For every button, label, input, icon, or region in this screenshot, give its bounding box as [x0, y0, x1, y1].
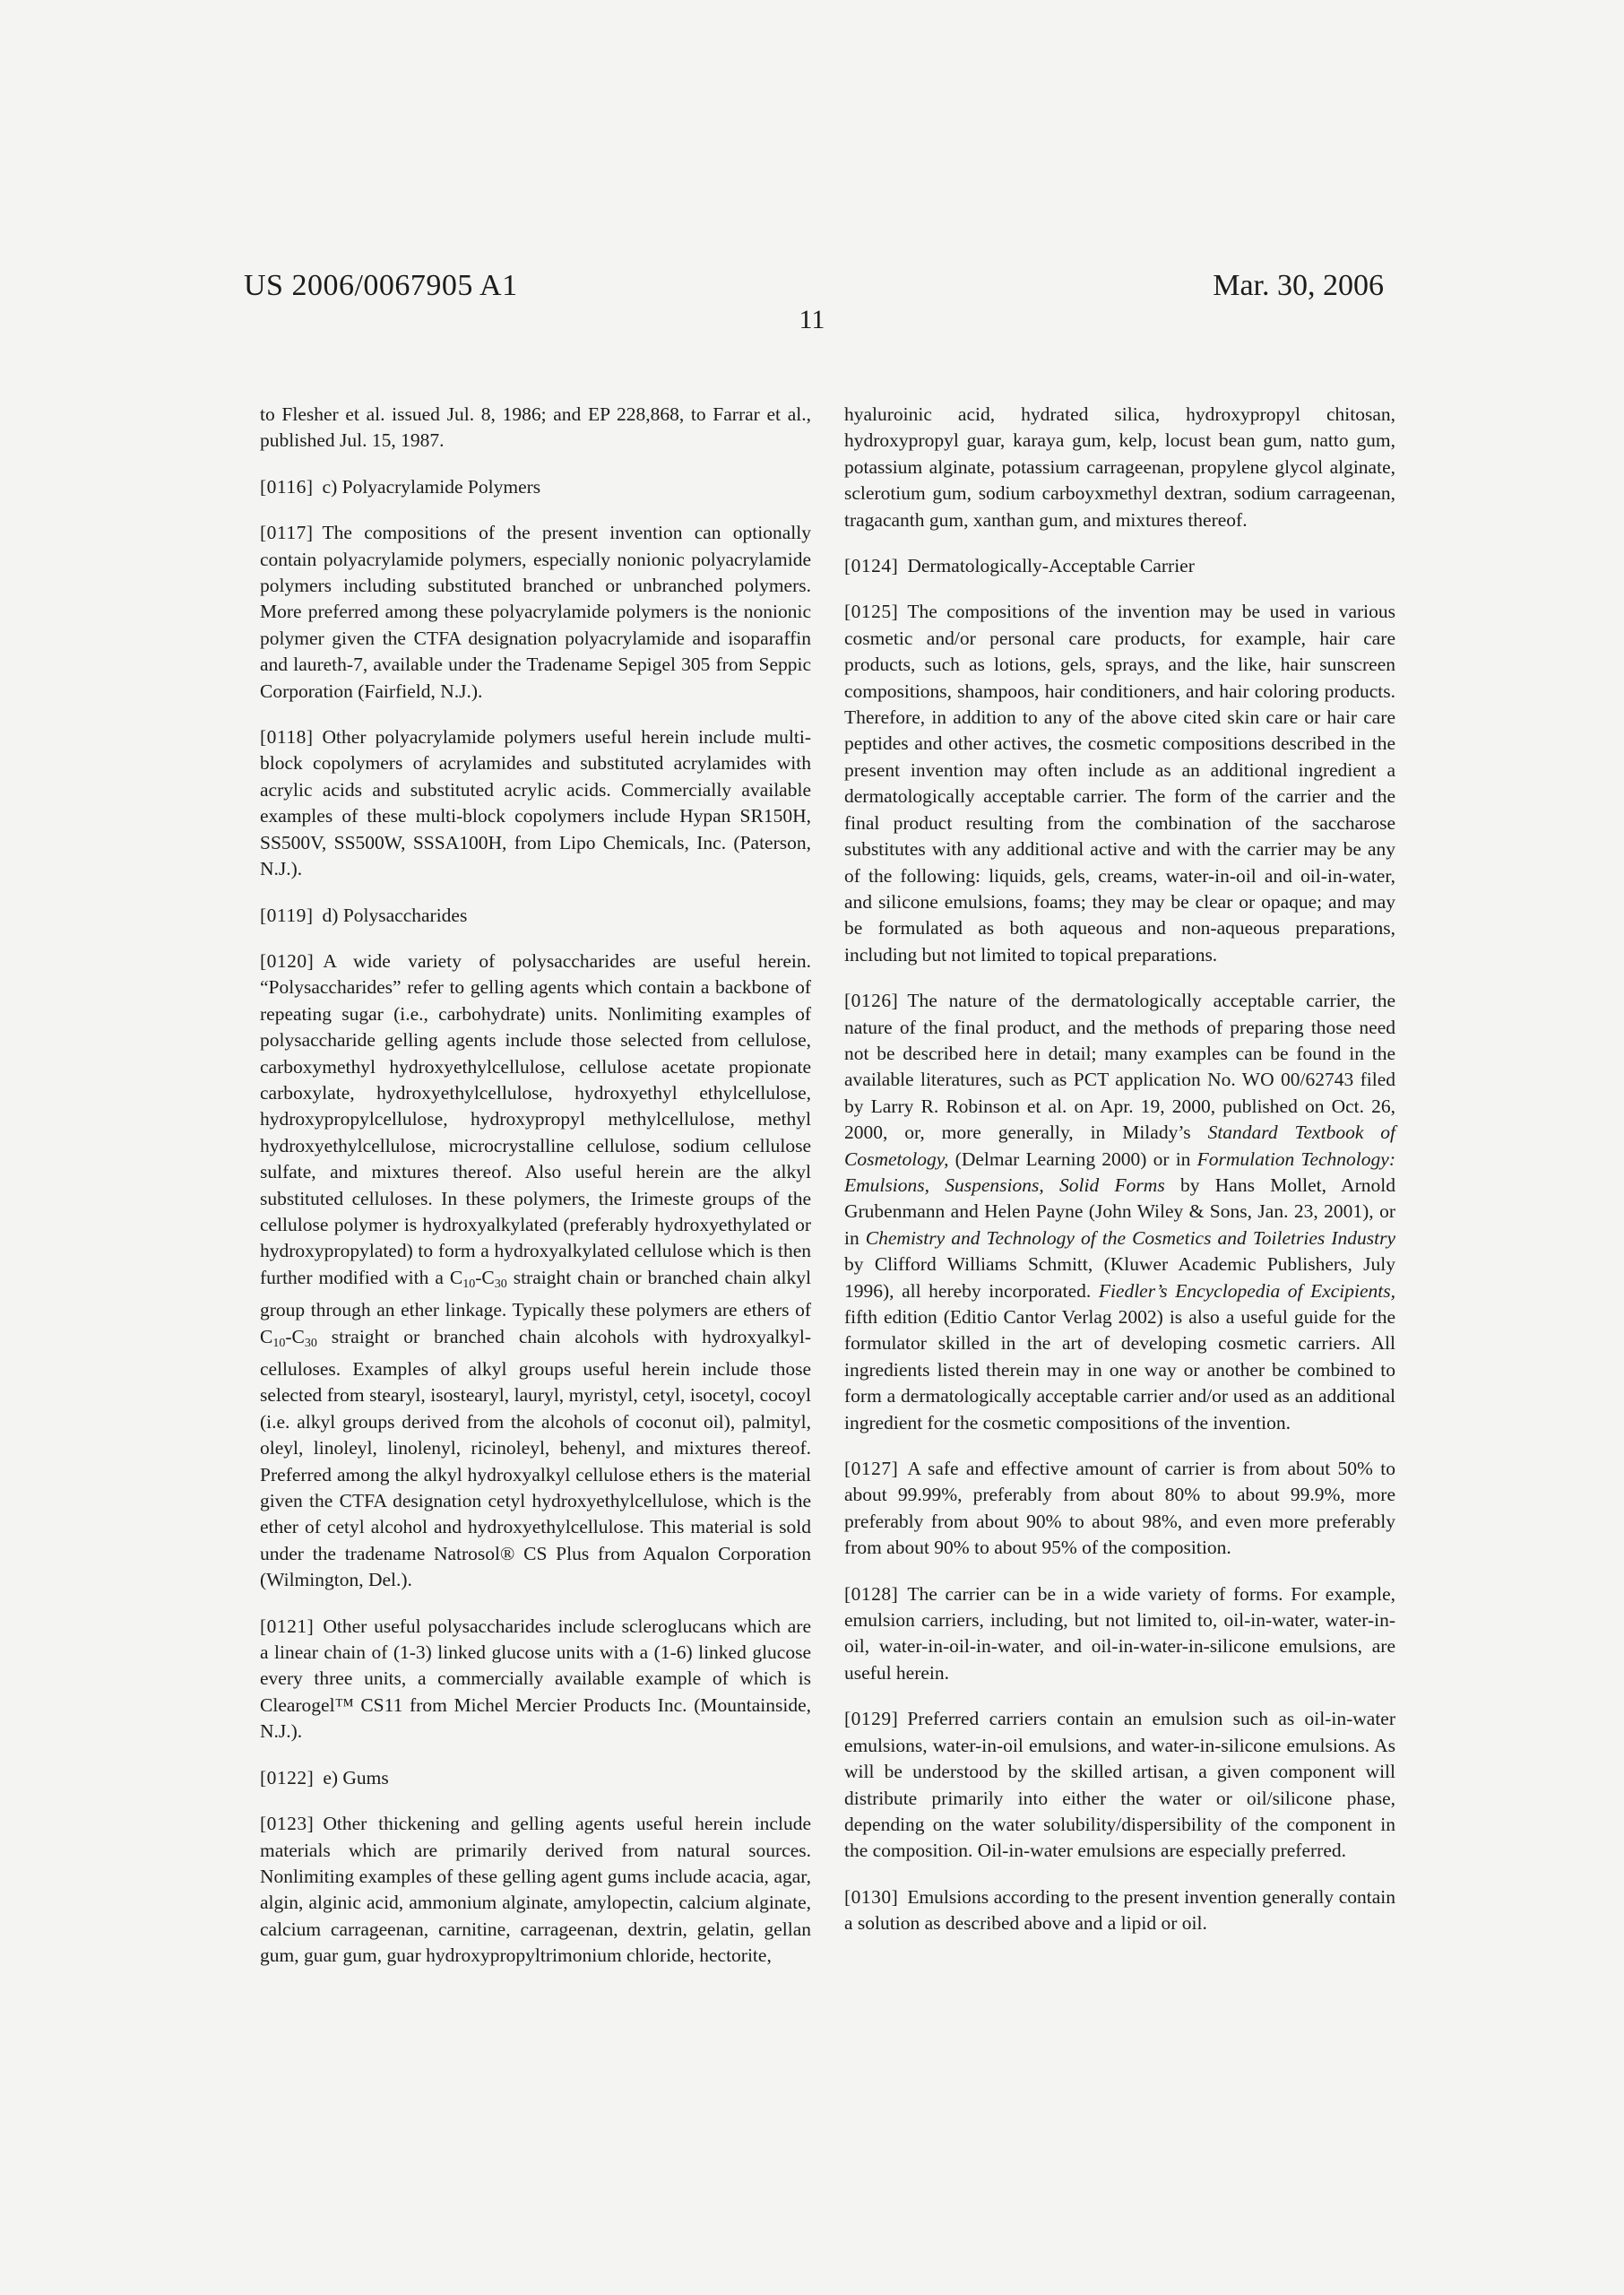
paragraph-number: [0121] — [260, 1615, 315, 1637]
continuation-paragraph: to Flesher et al. issued Jul. 8, 1986; and EP 228,868, to Farrar et al., published Jul. 15, 1987. — [260, 403, 811, 452]
heading-text: e) Gums — [323, 1766, 389, 1788]
paragraph-text: The compositions of the invention may be used in various cosmetic and/or personal care products, for example, hair care products, such as lotions, gels, sprays, and the like, hair sunscreen compositions, shampoos, hair conditioners, and hair coloring products. Therefore, in addition to any of the above cited skin care or hair care peptides and other actives, the cosmetic compositions described in the present invention may often include as an additional ingredient a dermatologically acceptable carrier. The form of the carrier and the final product resulting from the combination of the saccharose substitutes with any additional active and with the carrier may be any of the following: liquids, gels, creams, water-in-oil and oil-in-water, and silicone emulsions, foams; they may be clear or opaque; and may be formulated as both aqueous and non-aqueous preparations, including but not limited to topical preparations. — [844, 601, 1395, 966]
section-heading — [260, 1765, 811, 1791]
paragraph-number: [0116] — [260, 475, 314, 498]
paragraph-number: [0127] — [844, 1458, 899, 1480]
paragraph-number: [0125] — [844, 601, 899, 623]
paragraph-text: by Hans Mollet, Arnold Grubenmann and Helen Payne (John Wiley & Sons, Jan. 23, 2001), or in — [844, 1173, 1395, 1249]
paragraph-number: [0129] — [844, 1708, 899, 1730]
section-heading — [260, 903, 811, 929]
publication-date: Mar. 30, 2006 — [1213, 269, 1384, 302]
heading-text: d) Polysaccharides — [322, 904, 468, 926]
paragraph-text: The compositions of the present invention can optionally contain polyacrylamide polymers, especially nonionic polyacrylamide polymers including substituted branched or unbranched polymers. More preferred among these polyacrylamide polymers is the nonionic polymer given the CTFA designation polyacrylamide and isoparaffin and laureth-7, available under the Tradename Sepigel 305 from Seppic Corporation (Fairfield, N.J.). — [260, 522, 811, 702]
heading-text: Dermatologically-Acceptable Carrier — [907, 555, 1195, 577]
paragraph-text: A wide variety of polysaccharides are useful herein. “Polysaccharides” refer to gelling agents which contain a backbone of repeating sugar (i.e., carbohydrate) units. Nonlimiting examples of polysaccharide gelling agents include those selected from cellulose, carboxymethyl hydroxyethylcellulose, cellulose acetate propionate carboxylate, hydroxyethylcellulose, hydroxyethyl ethylcellulose, hydroxypropylcellulose, hydroxypropyl methylcellulose, methyl hydroxyethylcellulose, microcrystalline cellulose, sodium cellulose sulfate, and mixtures thereof. Also useful herein are the alkyl substituted celluloses. In these polymers, the Irimeste groups of the cellulose polymer is hydroxyalkylated (preferably hydroxyethylated or hydroxypropylated) to form a hydroxyalkylated cellulose which is then further modified with a C — [260, 949, 811, 1288]
heading-text: c) Polyacrylamide Polymers — [322, 475, 541, 498]
paragraph-text: by Clifford Williams Schmitt, (Kluwer Academic Publishers, July 1996), all hereby incorporated. — [844, 1253, 1395, 1302]
book-title: Fiedler’s Encyclopedia of Excipients, — [1098, 1279, 1395, 1302]
paragraph-text: Emulsions according to the present invention generally contain a solution as described above and a lipid or oil. — [844, 1885, 1395, 1935]
book-title: Standard Textbook of Cosmetology, — [844, 1122, 1395, 1170]
paragraph-number: [0123] — [260, 1813, 315, 1835]
paragraph-number: [0120] — [260, 949, 315, 972]
section-heading — [260, 474, 811, 500]
paragraph-number: [0124] — [844, 555, 899, 577]
paragraph-number: [0118] — [260, 726, 314, 749]
paragraph-number: [0122] — [260, 1766, 315, 1788]
paragraph — [260, 1614, 811, 1745]
subscript: 30 — [304, 1336, 317, 1350]
subscript: 30 — [494, 1277, 507, 1291]
subscript: 10 — [272, 1336, 286, 1350]
paragraph — [260, 948, 811, 1594]
paragraph-number: [0126] — [844, 990, 899, 1012]
patent-number: US 2006/0067905 A1 — [244, 269, 518, 302]
paragraph — [844, 599, 1395, 968]
paragraph-text: -C — [475, 1266, 495, 1288]
paragraph-text: Preferred carriers contain an emulsion such as oil-in-water emulsions, water-in-oil emulsions, and water-in-silicone emulsions. As will be understood by the skilled artisan, a given component will distribute primarily into either the water or oil/silicone phase, depending on the water solubility/dispersibility of the component in the composition. Oil-in-water emulsions are especially preferred. — [844, 1708, 1395, 1862]
paragraph — [260, 724, 811, 882]
paragraph — [260, 1811, 811, 1969]
section-heading — [844, 553, 1395, 579]
paragraph-text: (Delmar Learning 2000) or in — [948, 1148, 1197, 1170]
book-title: Formulation Technology: Emulsions, Suspensions, Solid Forms — [844, 1148, 1395, 1196]
book-title: Chemistry and Technology of the Cosmetics and Toiletries Industry — [865, 1226, 1395, 1249]
paragraph-number: [0117] — [260, 522, 314, 544]
paragraph-text: straight chain or branched chain alkyl group through an ether linkage. Typically these polymers are ethers of C — [260, 1266, 811, 1347]
paragraph-number: [0130] — [844, 1885, 899, 1908]
page-number: 11 — [799, 305, 825, 334]
paragraph — [844, 1706, 1395, 1864]
paragraph-text: Other thickening and gelling agents useful herein include materials which are primarily derived from natural sources. Nonlimiting examples of these gelling agent gums include acacia, agar, algin, alginic acid, ammonium alginate, amylopectin, calcium alginate, calcium carrageenan, carnitine, carrageenan, dextrin, gelatin, gellan gum, guar gum, guar hydroxypropyltrimonium chloride, hectorite, — [260, 1813, 811, 1967]
paragraph-text: Other useful polysaccharides include scleroglucans which are a linear chain of (1-3) linked glucose units with a (1-6) linked glucose every three units, a commercially available example of which is Clearogel™ CS11 from Michel Mercier Products Inc. (Mountainside, N.J.). — [260, 1615, 811, 1743]
paragraph-text: The nature of the dermatologically acceptable carrier, the nature of the final product, and the methods of preparing those need not be described here in detail; many examples can be found in the available literatures, such as PCT application No. WO 00/62743 filed by Larry R. Robinson et al. on Apr. 19, 2000, published on Oct. 26, 2000, or, more generally, in Milady’s — [844, 990, 1395, 1144]
paragraph-text: -C — [285, 1325, 305, 1347]
left-column — [260, 402, 811, 1989]
paragraph-text: A safe and effective amount of carrier is from about 50% to about 99.99%, preferably from about 80% to about 99.9%, more preferably from about 90% to about 98%, and even more preferably from about 90% to about 95% of the composition. — [844, 1458, 1395, 1559]
paragraph — [844, 1456, 1395, 1562]
paragraph-text: Other polyacrylamide polymers useful herein include multi-block copolymers of acrylamides and substituted acrylamides with acrylic acids and substituted acrylic acids. Commercially available examples of these multi-block copolymers include Hypan SR150H, SS500V, SS500W, SSSA100H, from Lipo Chemicals, Inc. (Paterson, N.J.). — [260, 726, 811, 880]
paragraph — [260, 520, 811, 705]
continuation-paragraph: hyaluroinic acid, hydrated silica, hydroxypropyl chitosan, hydroxypropyl guar, karaya gum, kelp, locust bean gum, natto gum, potassium alginate, potassium carrageenan, propylene glycol alginate, sclerotium gum, sodium carboyxmethyl dextran, sodium carrageenan, tragacanth gum, xanthan gum, and mixtures thereof. — [844, 403, 1395, 531]
paragraph-text: The carrier can be in a wide variety of forms. For example, emulsion carriers, including, but not limited to, oil-in-water, water-in-oil, water-in-oil-in-water, and oil-in-water-in-silicone emulsions, are useful herein. — [844, 1582, 1395, 1684]
paragraph — [844, 988, 1395, 1436]
subscript: 10 — [462, 1277, 476, 1291]
paragraph — [844, 1581, 1395, 1687]
right-column — [844, 402, 1395, 1957]
paragraph-text: fifth edition (Editio Cantor Verlag 2002) is also a useful guide for the formulator skilled in the art of developing cosmetic carriers. All ingredients listed therein may in one way or another be combined to form a dermatologically acceptable carrier and/or used as an additional ingredient for the cosmetic compositions of the invention. — [844, 1306, 1395, 1433]
paragraph-number: [0128] — [844, 1582, 899, 1605]
paragraph — [844, 1884, 1395, 1937]
paragraph-text: straight or branched chain alcohols with hydroxyalkyl-celluloses. Examples of alkyl groups useful herein include those selected from stearyl, isostearyl, lauryl, myristyl, cetyl, isocetyl, cocoyl (i.e. alkyl groups derived from the alcohols of coconut oil), palmityl, oleyl, linoleyl, linolenyl, ricinoleyl, behenyl, and mixtures thereof. Preferred among the alkyl hydroxyalkyl cellulose ethers is the material given the CTFA designation cetyl hydroxyethylcellulose, which is the ether of cetyl alcohol and hydroxyethylcellulose. This material is sold under the tradename Natrosol® CS Plus from Aqualon Corporation (Wilmington, Del.). — [260, 1325, 811, 1591]
paragraph-number: [0119] — [260, 904, 314, 926]
